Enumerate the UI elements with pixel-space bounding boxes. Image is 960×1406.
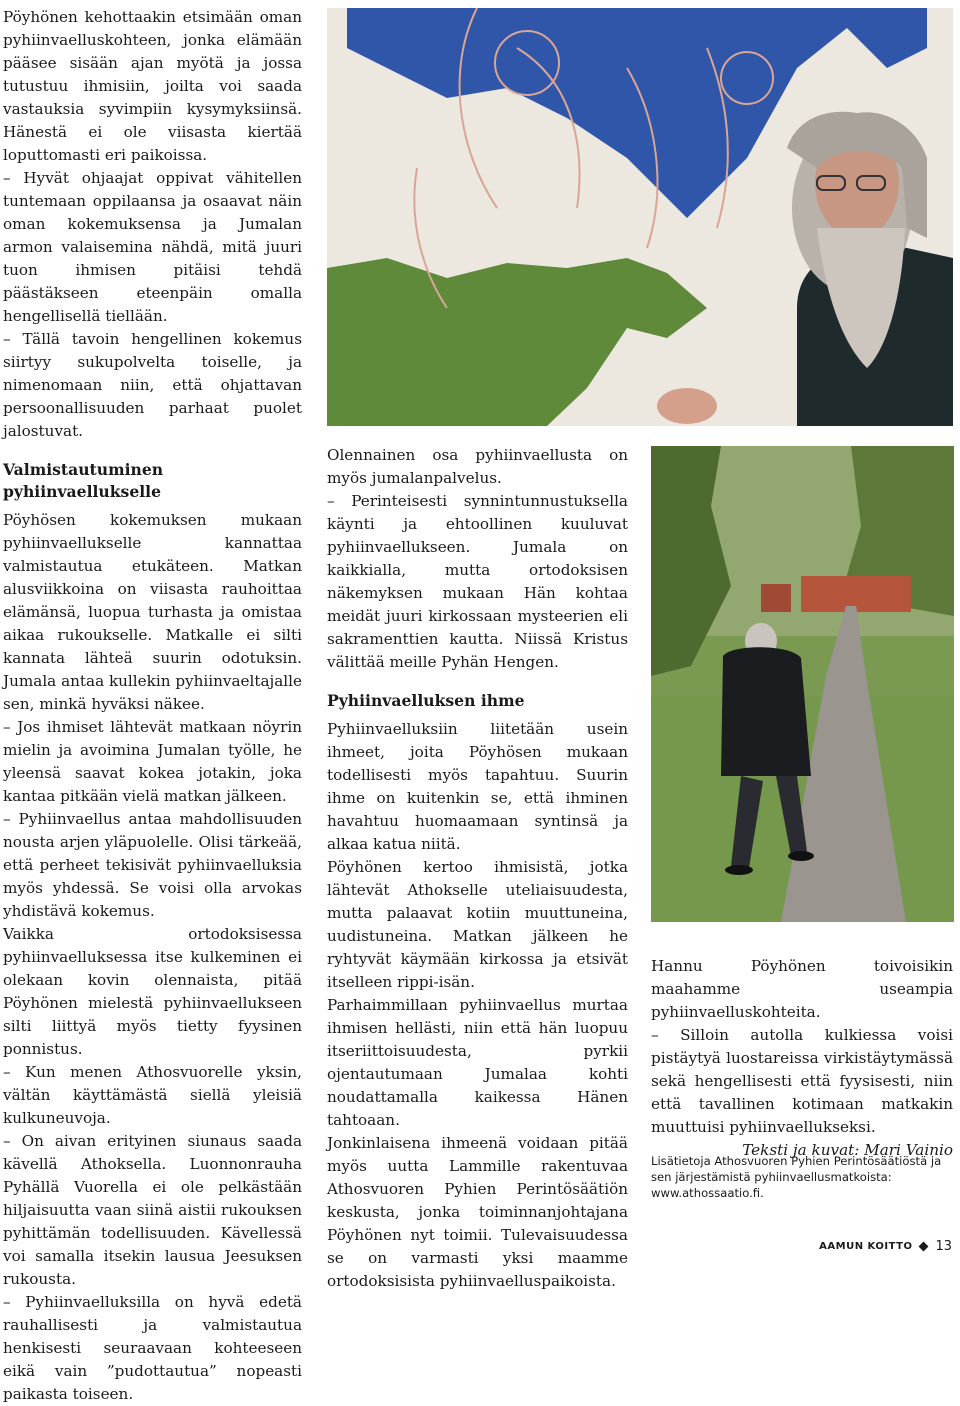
paragraph: Pöyhönen kertoo ihmisistä, jotka lähtevät Athokselle uteliaisuudesta, mutta palaavat kotiin muuttuneina, uudistuneina. Matkan jälkeen he ryhtyvät käymään kirkossa ja etsivät itselleen rippi-isän. (327, 858, 628, 991)
paragraph: – Perinteisesti synnintunnustuksella käynti ja ehtoollinen kuuluvat pyhiinvaellukseen. Jumala on kaikkialla, mutta ortodoksisen näkemyksen mukaan Hän kohtaa meidät juuri kirkossaan mysteerien eli sakramenttien kautta. Niissä Kristus välittää meille Pyhän Hengen. (327, 492, 628, 671)
author-credit: Teksti ja kuvat: Mari Vainio (742, 1141, 953, 1159)
section-heading: Valmistautuminen pyhiinvaellukselle (3, 460, 164, 501)
section-heading: Pyhiinvaelluksen ihme (327, 691, 525, 710)
portrait-illustration (327, 8, 953, 426)
paragraph: Hannu Pöyhönen toivoisikin maahamme useampia pyhiinvaelluskohteita. (651, 957, 953, 1021)
diamond-icon (919, 1241, 929, 1251)
article-column-1 (3, 6, 302, 1406)
paragraph: Jonkinlaisena ihmeenä voidaan pitää myös uutta Lammille rakentuvaa Athosvuoren Pyhien Perintösäätiön keskusta, jonka toiminnanjohtajana Pöyhönen nyt toimii. Tulevaisuudessa se on varmasti yksi maamme ortodoksisista pyhiinvaelluspaikoista. (327, 1134, 628, 1290)
paragraph: – Hyvät ohjaajat oppivat vähitellen tuntemaan oppilaansa ja osaavat näin oman kokemuksensa ja Jumalan armon valaisemina nähdä, mitä juuri tuon ihmisen pitäisi tehdä päästäkseen eteenpäin omalla hengellisellä tiellään. (3, 169, 302, 325)
paragraph: Parhaimmillaan pyhiinvaellus murtaa ihmisen hellästi, niin että hän luopuu itseriittoisuudesta, pyrkii ojentautumaan Jumalaa kohti noudattamalla kaikessa Hänen tahtoaan. (327, 996, 628, 1129)
info-box: Lisätietoja Athosvuoren Pyhien Perintösäätiöstä ja sen järjestämistä pyhiinvaellusmatkoista: www.athossaatio.fi. (651, 1154, 942, 1200)
paragraph: Pöyhönen kehottaakin etsimään oman pyhiinvaelluskohteen, jonka elämään pääsee sisään ajan myötä ja jossa tutustuu ihmisiin, joilta voi saada vastauksia syvimpiin kysymyksiinsä. Hänestä ei ole viisasta kiertää loputtomasti eri paikoissa. (3, 8, 302, 164)
walking-illustration (651, 446, 954, 922)
paragraph: – Kun menen Athosvuorelle yksin, vältän käyttämästä siellä yleisiä kulkuneuvoja. (3, 1063, 302, 1127)
page-footer (819, 1236, 952, 1256)
paragraph: Vaikka ortodoksisessa pyhiinvaelluksessa itse kulkeminen ei olekaan kovin olennaista, pitää Pöyhönen mielestä pyhiinvaellukseen silti liittyä myös tietty fyysinen ponnistus. (3, 925, 302, 1058)
paragraph: Pöyhösen kokemuksen mukaan pyhiinvaellukselle kannattaa valmistautua etukäteen. Matkan alusviikkoina on viisasta rauhoittaa elämänsä, luopua turhasta ja omistaa aikaa rukoukselle. Matkalle ei silti kannata lähteä suurin odotuksin. Jumala antaa kullekin pyhiinvaeltajalle sen, minkä hyväksi näkee. (3, 511, 302, 713)
paragraph: – Pyhiinvaellus antaa mahdollisuuden nousta arjen yläpuolelle. Olisi tärkeää, että perheet tekisivät pyhiinvaelluksia myös yhdessä. Se voisi olla arvokas yhdistävä kokemus. (3, 810, 302, 920)
article-column-3 (651, 955, 953, 1162)
paragraph: Pyhiinvaelluksiin liitetään usein ihmeet, joita Pöyhösen mukaan todellisesti myös tapahtuu. Suurin ihme on kuitenkin se, että ihminen havahtuu huomaamaan syntinsä ja alkaa katua niitä. (327, 720, 628, 853)
portrait-photo (327, 8, 953, 426)
walking-photo (651, 446, 954, 922)
paragraph: – Pyhiinvaelluksilla on hyvä edetä rauhallisesti ja valmistautua henkisesti seuraavaan kohteeseen eikä vain ”pudottautua” nopeasti paikasta toiseen. (3, 1293, 302, 1403)
paragraph: Olennainen osa pyhiinvaellusta on myös jumalanpalvelus. (327, 446, 628, 487)
paragraph: – On aivan erityinen siunaus saada kävellä Athoksella. Luonnonrauha Pyhällä Vuorella ei ole pelkästään hiljaisuutta vaan siinä aistii rukouksen pyhittämän todellisuuden. Kävellessä voi samalla itsekin lausua Jeesuksen rukousta. (3, 1132, 302, 1288)
paragraph: – Silloin autolla kulkiessa voisi pistäytyä luostareissa virkistäytymässä sekä hengellisesti että fyysisesti, niin että tavallinen kotimaan matkakin muuttuisi pyhiinvaellukseksi. (651, 1026, 953, 1136)
publication-name: AAMUN KOITTO (819, 1240, 913, 1252)
page-number: 13 (935, 1238, 952, 1254)
paragraph: – Jos ihmiset lähtevät matkaan nöyrin mielin ja avoimina Jumalan työlle, he yleensä saavat kokea jotakin, joka kantaa pitkään vielä matkan jälkeen. (3, 718, 302, 805)
article-column-2 (327, 444, 628, 1293)
paragraph: – Tällä tavoin hengellinen kokemus siirtyy sukupolvelta toiselle, ja nimenomaan niin, että ohjattavan persoonallisuuden parhaat puolet jalostuvat. (3, 330, 302, 440)
